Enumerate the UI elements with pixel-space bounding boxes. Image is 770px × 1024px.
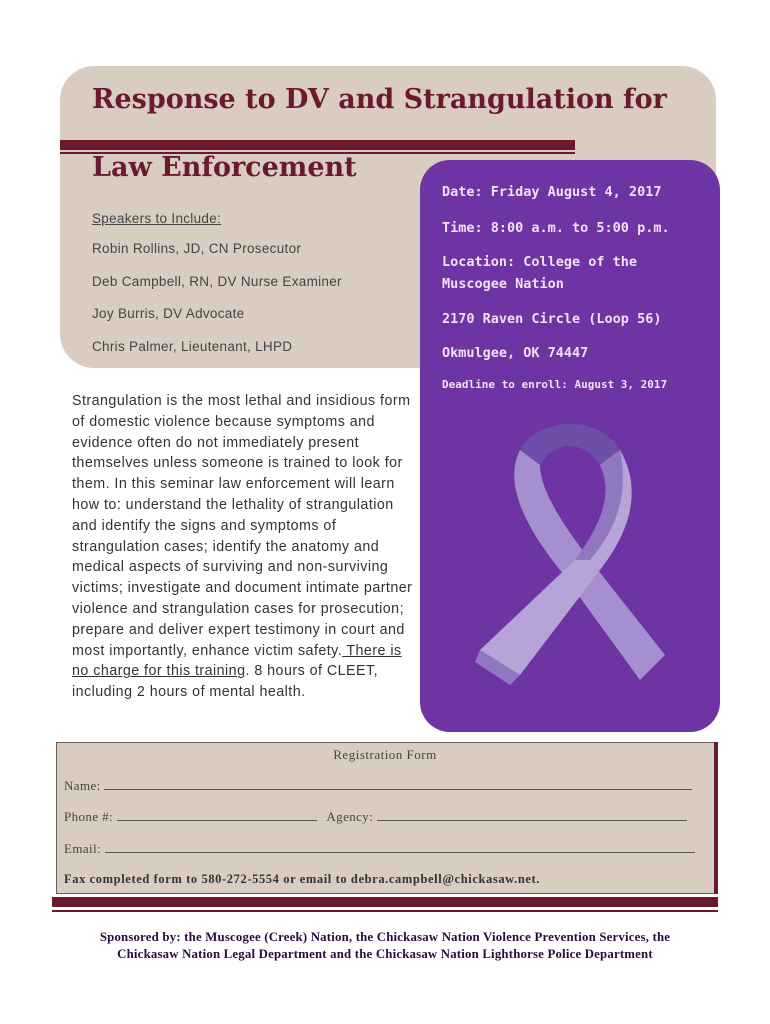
speaker-item: Chris Palmer, Lieutenant, LHPD: [92, 339, 293, 354]
registration-form-edge: [714, 742, 718, 894]
seminar-description: [72, 391, 418, 703]
phone-label: Phone #:: [64, 809, 114, 824]
page-title-line1: Response to DV and Strangulation for: [92, 84, 667, 115]
free-training-note: There is no charge for this training: [72, 642, 402, 680]
event-date: Date: Friday August 4, 2017: [442, 184, 662, 200]
name-field[interactable]: [104, 778, 692, 790]
agency-field[interactable]: [377, 809, 687, 821]
description-tail: . 8 hours of CLEET, including 2 hours of mental health.: [72, 663, 379, 701]
speaker-item: Deb Campbell, RN, DV Nurse Examiner: [92, 274, 342, 289]
email-row: [64, 841, 695, 857]
sponsor-text: Sponsored by: the Muscogee (Creek) Nation, the Chickasaw Nation Violence Prevention Services, the Chickasaw Nation Legal Department and the Chickasaw Nation Lighthorse Police Department: [99, 930, 671, 961]
speaker-item: Robin Rollins, JD, CN Prosecutor: [92, 241, 302, 256]
event-address: 2170 Raven Circle (Loop 56): [442, 311, 662, 327]
email-field[interactable]: [105, 841, 695, 853]
footer-divider: [52, 897, 718, 907]
phone-row: [64, 809, 687, 825]
description-main: Strangulation is the most lethal and insidious form of domestic violence because symptoms and evidence often do not immediately present themselves unless someone is trained to look for them. In this seminar law enforcement will learn how to: understand the lethality of strangulation and identify the signs and symptoms of strangulation cases; identify the anatomy and medical aspects of surviving and non-surviving victims; investigate and document intimate partner violence and strangulation cases for prosecution; prepare and deliver expert testimony in court and most importantly, enhance victim safety.: [72, 393, 413, 659]
agency-label: Agency:: [326, 809, 374, 824]
event-city: Okmulgee, OK 74447: [442, 345, 589, 361]
event-location-name: Muscogee Nation: [442, 276, 564, 292]
event-location: Location: College of the: [442, 254, 638, 270]
fax-instructions: Fax completed form to 580-272-5554 or email to debra.campbell@chickasaw.net.: [64, 872, 541, 886]
phone-field[interactable]: [117, 809, 317, 821]
footer-divider-thin: [52, 910, 718, 912]
event-deadline: Deadline to enroll: August 3, 2017: [442, 378, 668, 391]
event-time: Time: 8:00 a.m. to 5:00 p.m.: [442, 220, 670, 236]
email-label: Email:: [64, 841, 102, 856]
awareness-ribbon-icon: [450, 410, 690, 710]
title-divider: [60, 140, 575, 150]
registration-title: Registration Form: [333, 747, 437, 762]
speaker-item: Joy Burris, DV Advocate: [92, 306, 245, 321]
speakers-heading: Speakers to Include:: [92, 211, 222, 226]
name-label: Name:: [64, 778, 101, 793]
name-row: [64, 778, 692, 794]
page-title-line2: Law Enforcement: [92, 152, 357, 183]
